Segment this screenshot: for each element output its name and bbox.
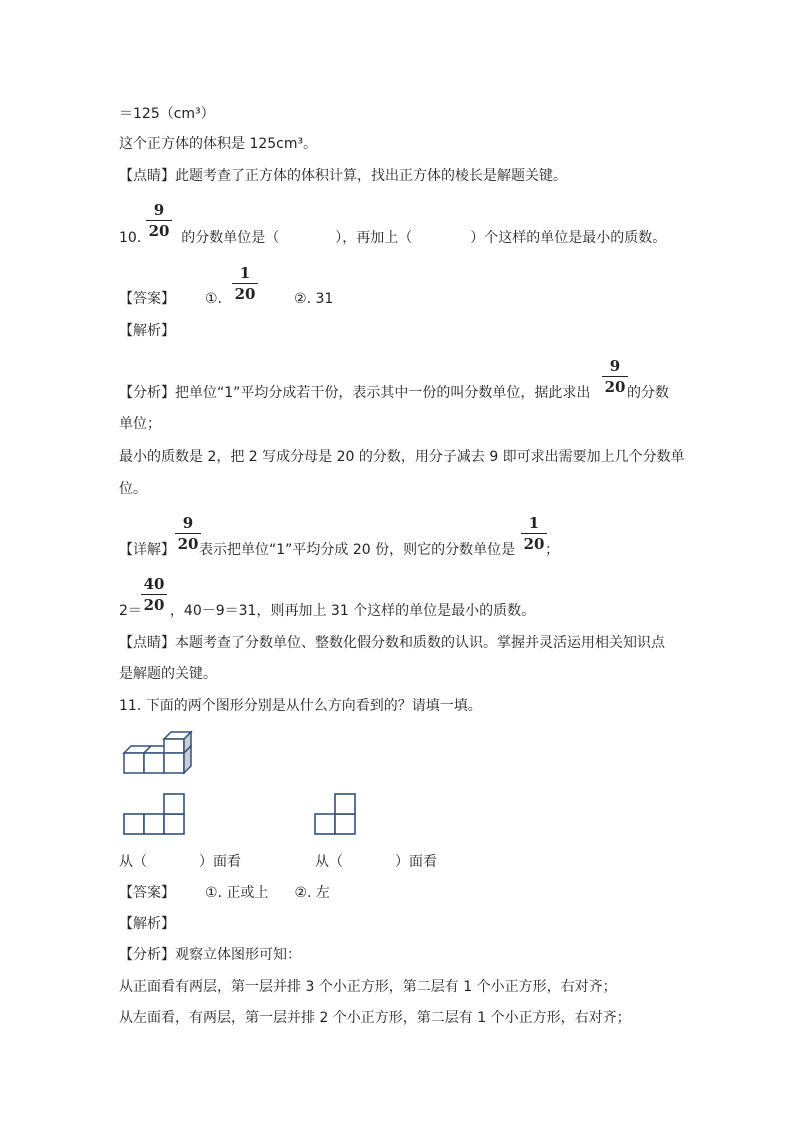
text-line: ＝125（cm³） bbox=[119, 106, 215, 122]
fraction-numerator: 1 bbox=[239, 264, 251, 282]
question-text: ）个这样的单位是最小的质数。 bbox=[470, 230, 667, 246]
answer-11 bbox=[119, 883, 330, 903]
text-line: 【分析】把单位“1”平均分成若干份，表示其中一份的叫分数单位，据此求出 bbox=[119, 385, 591, 401]
fraction-denominator: 20 bbox=[523, 535, 545, 553]
fraction-denominator: 20 bbox=[177, 535, 199, 553]
question-text: ），再加上（ bbox=[335, 230, 413, 246]
question-10 bbox=[119, 228, 666, 248]
text-line: 【点睛】本题考查了分数单位、整数化假分数和质数的认识。掌握并灵活运用相关知识点 bbox=[119, 635, 665, 651]
answer-label: 【答案】 bbox=[119, 291, 175, 307]
question-11: 11. 下面的两个图形分别是从什么方向看到的？请填一填。 bbox=[119, 698, 482, 714]
fraction-numerator: 1 bbox=[528, 514, 540, 532]
answer-label: 【答案】 bbox=[119, 885, 175, 901]
text-line: 从左面看，有两层，第一层并排 2 个小正方形，第二层有 1 个小正方形，右对齐； bbox=[119, 1010, 631, 1026]
left-view-figure bbox=[313, 792, 357, 836]
blank-text: ）面看 bbox=[395, 854, 437, 870]
text-line: 【分析】观察立体图形可知： bbox=[119, 947, 301, 963]
fraction-denominator: 20 bbox=[604, 378, 626, 396]
detail-label: 【详解】 bbox=[119, 542, 175, 558]
fill-blank-2 bbox=[315, 852, 437, 872]
question-text: 的分数单位是（ bbox=[181, 230, 280, 246]
fraction bbox=[175, 514, 201, 553]
analysis-heading: 【解析】 bbox=[119, 323, 175, 339]
blank-text: ）面看 bbox=[199, 854, 241, 870]
answer-item: ①. 正或上 bbox=[205, 885, 269, 901]
answer-10 bbox=[119, 289, 333, 309]
text-line: 单位； bbox=[119, 416, 161, 432]
equation-line bbox=[119, 601, 535, 621]
fraction bbox=[232, 264, 258, 303]
equation-text: ，40－9＝31，则再加上 31 个这样的单位是最小的质数。 bbox=[169, 603, 536, 619]
equation-text: 2＝ bbox=[119, 603, 142, 619]
fraction bbox=[146, 201, 172, 240]
fraction-numerator: 9 bbox=[609, 357, 621, 375]
answer-item: ②. 31 bbox=[294, 291, 334, 307]
text-line: 这个正方体的体积是 125cm³。 bbox=[119, 136, 318, 152]
fraction-denominator: 20 bbox=[234, 285, 256, 303]
blank-text: 从（ bbox=[119, 854, 147, 870]
fraction-numerator: 40 bbox=[143, 575, 165, 593]
text-line: 最小的质数是 2，把 2 写成分母是 20 的分数，用分子减去 9 即可求出需要加上几个分数单 bbox=[119, 449, 685, 465]
detail-text: ； bbox=[545, 542, 560, 558]
text-line: 是解题的关键。 bbox=[119, 666, 217, 682]
fraction bbox=[602, 357, 628, 396]
fraction bbox=[521, 514, 547, 553]
fraction-denominator: 20 bbox=[143, 596, 165, 614]
text-line: 【点睛】此题考查了正方体的体积计算，找出正方体的棱长是解题关键。 bbox=[119, 168, 567, 184]
answer-item: ①. bbox=[205, 291, 223, 307]
text-line: 从正面看有两层，第一层并排 3 个小正方形，第二层有 1 个小正方形，右对齐； bbox=[119, 979, 617, 995]
fill-blank-1 bbox=[119, 852, 241, 872]
fraction-numerator: 9 bbox=[153, 201, 165, 219]
analysis-heading: 【解析】 bbox=[119, 916, 175, 932]
question-number: 10. bbox=[119, 230, 142, 246]
text-line: 的分数 bbox=[627, 385, 669, 401]
text-line: 位。 bbox=[119, 481, 147, 497]
fraction bbox=[141, 575, 167, 614]
detail-text: 表示把单位“1”平均分成 20 份，则它的分数单位是 bbox=[199, 542, 516, 558]
fraction-numerator: 9 bbox=[182, 514, 194, 532]
cube-stack-figure bbox=[120, 726, 198, 776]
front-view-figure bbox=[122, 792, 186, 836]
answer-item: ②. 左 bbox=[294, 885, 330, 901]
fraction-denominator: 20 bbox=[148, 222, 170, 240]
blank-text: 从（ bbox=[315, 854, 343, 870]
